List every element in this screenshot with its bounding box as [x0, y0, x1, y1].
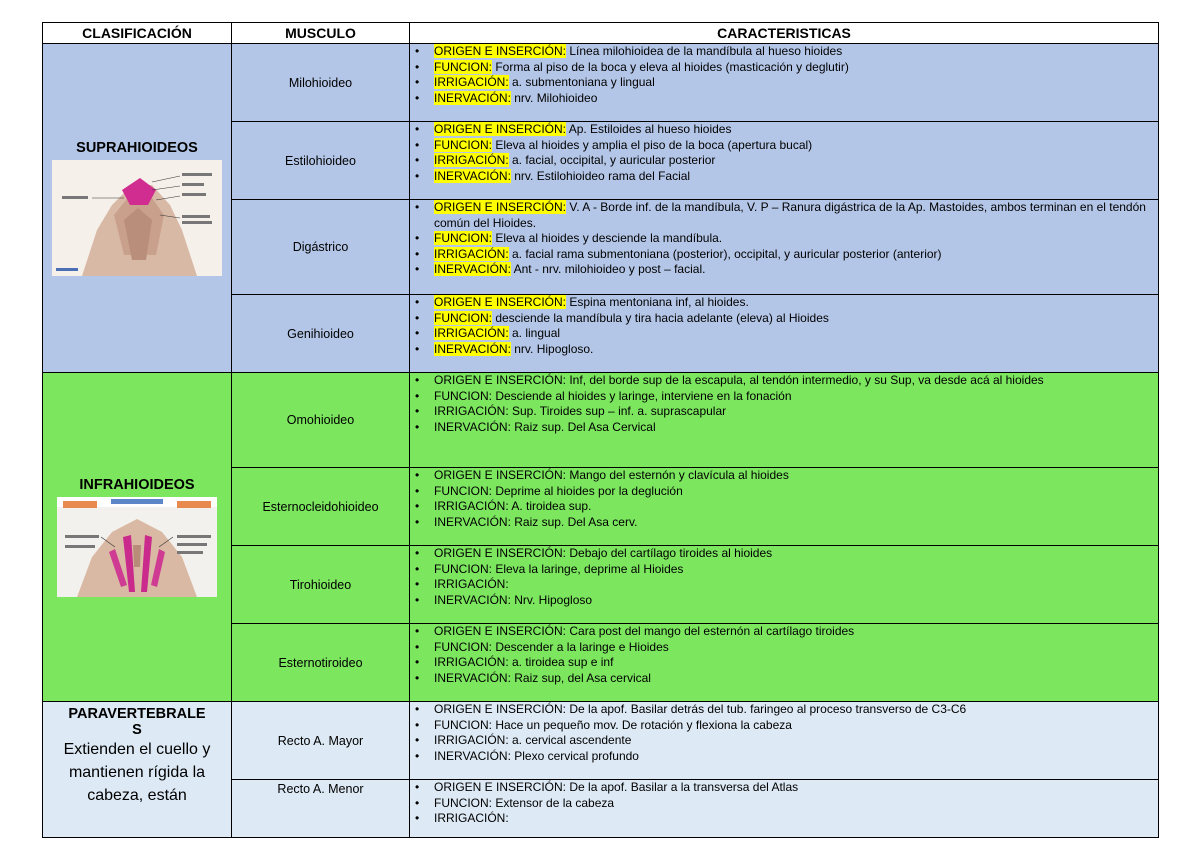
list-item — [434, 138, 1154, 154]
list-item — [434, 420, 1154, 436]
origen-text: Ap. Estiloides al hueso hioides — [566, 122, 732, 136]
list-item — [434, 75, 1154, 91]
group-name-line1: PARAVERTEBRALE — [68, 706, 206, 722]
origen-text: ORIGEN E INSERCIÓN: Debajo del cartílago tiroides al hioides — [434, 546, 773, 560]
list-item — [434, 389, 1154, 405]
list-item — [434, 169, 1154, 185]
list-item — [434, 231, 1154, 247]
list-item — [434, 342, 1154, 358]
muscle-characteristics — [410, 546, 1159, 624]
list-item — [434, 718, 1154, 734]
list-item — [434, 326, 1154, 342]
list-item — [434, 484, 1154, 500]
label-inervacion: INERVACIÓN: — [434, 262, 511, 277]
group-suprahioideos — [43, 44, 232, 373]
list-item — [434, 468, 1154, 484]
irrigacion-text: a. facial, occipital, y auricular posterior — [508, 153, 716, 168]
list-item — [434, 295, 1154, 311]
group-paravertebrales — [43, 702, 232, 838]
muscle-characteristics — [410, 200, 1159, 295]
list-item — [434, 499, 1154, 515]
label-origen: ORIGEN E INSERCIÓN: — [434, 295, 567, 309]
origen-text: Espina mentoniana inf, al hioides. — [566, 295, 749, 309]
table-row — [43, 702, 1159, 780]
group-name: INFRAHIOIDEOS — [79, 477, 195, 493]
origen-text: ORIGEN E INSERCIÓN: Inf, del borde sup de la escapula, al tendón intermedio, y su Sup, va desde acá al hioides — [434, 373, 1044, 387]
label-origen: ORIGEN E INSERCIÓN: — [434, 44, 567, 58]
header-row — [43, 23, 1159, 44]
funcion-text: FUNCION: Extensor de la cabeza — [434, 795, 615, 810]
muscle-name: Tirohioideo — [232, 546, 410, 624]
list-item — [434, 44, 1154, 60]
label-inervacion: INERVACIÓN: — [434, 168, 511, 183]
muscle-characteristics — [410, 468, 1159, 546]
irrigacion-text: IRRIGACIÓN: — [434, 811, 509, 826]
table-row — [43, 373, 1159, 468]
label-inervacion: INERVACIÓN: — [434, 341, 511, 356]
inervacion-text: INERVACIÓN: Raiz sup, del Asa cervical — [434, 670, 651, 685]
list-item — [434, 515, 1154, 531]
label-irrigacion: IRRIGACIÓN: — [434, 153, 509, 168]
funcion-text: FUNCION: Descender a la laringe e Hioides — [434, 639, 669, 654]
muscle-characteristics — [410, 122, 1159, 200]
list-item — [434, 122, 1154, 138]
list-item — [434, 702, 1154, 718]
funcion-text: desciende la mandíbula y tira hacia adelante (eleva) al Hioides — [492, 310, 829, 325]
list-item — [434, 200, 1154, 231]
inervacion-text: nrv. Estilohioideo rama del Facial — [510, 168, 691, 183]
list-item — [434, 733, 1154, 749]
funcion-text: FUNCION: Desciende al hioides y laringe, interviene en la fonación — [434, 388, 792, 403]
list-item — [434, 562, 1154, 578]
inervacion-text: nrv. Milohioideo — [510, 90, 598, 105]
muscle-characteristics — [410, 702, 1159, 780]
list-item — [434, 60, 1154, 76]
irrigacion-text: IRRIGACIÓN: a. cervical ascendente — [434, 733, 632, 748]
header-clasificacion: CLASIFICACIÓN — [43, 23, 232, 44]
label-funcion: FUNCION: — [434, 231, 492, 246]
inervacion-text: INERVACIÓN: Raiz sup. Del Asa Cervical — [434, 419, 656, 434]
muscle-table — [42, 22, 1159, 838]
muscle-name: Genihioideo — [232, 295, 410, 373]
muscle-name: Digástrico — [232, 200, 410, 295]
muscle-name: Estilohioideo — [232, 122, 410, 200]
list-item — [434, 91, 1154, 107]
label-irrigacion: IRRIGACIÓN: — [434, 326, 509, 341]
list-item — [434, 153, 1154, 169]
inervacion-text: Ant - nrv. milohioideo y post – facial. — [510, 262, 706, 277]
muscle-name: Esternocleidohioideo — [232, 468, 410, 546]
list-item — [434, 780, 1154, 796]
muscle-characteristics — [410, 44, 1159, 122]
muscle-name: Recto A. Mayor — [232, 702, 410, 780]
label-inervacion: INERVACIÓN: — [434, 90, 511, 105]
irrigacion-text: IRRIGACIÓN: — [434, 577, 509, 592]
list-item — [434, 811, 1154, 827]
funcion-text: Forma al piso de la boca y eleva al hioides (masticación y deglutir) — [492, 59, 849, 74]
funcion-text: Eleva al hioides y amplia el piso de la boca (apertura bucal) — [492, 137, 813, 152]
irrigacion-text: IRRIGACIÓN: A. tiroidea sup. — [434, 499, 592, 514]
inervacion-text: nrv. Hipogloso. — [510, 341, 594, 356]
irrigacion-text: IRRIGACIÓN: Sup. Tiroides sup – inf. a. suprascapular — [434, 404, 727, 419]
list-item — [434, 311, 1154, 327]
funcion-text: Eleva al hioides y desciende la mandíbula. — [492, 231, 723, 246]
group-name: SUPRAHIOIDEOS — [76, 140, 198, 156]
irrigacion-text: a. submentoniana y lingual — [508, 75, 655, 90]
label-irrigacion: IRRIGACIÓN: — [434, 246, 509, 261]
muscle-characteristics — [410, 295, 1159, 373]
origen-text: Línea milohioidea de la mandíbula al hueso hioides — [566, 44, 843, 58]
muscle-characteristics — [410, 780, 1159, 838]
inervacion-text: INERVACIÓN: Raiz sup. Del Asa cerv. — [434, 514, 638, 529]
muscle-name: Milohioideo — [232, 44, 410, 122]
table-row — [43, 44, 1159, 122]
group-name — [43, 706, 231, 738]
list-item — [434, 262, 1154, 278]
irrigacion-text: a. lingual — [508, 326, 561, 341]
origen-text: ORIGEN E INSERCIÓN: Mango del esternón y clavícula al hioides — [434, 468, 789, 482]
list-item — [434, 577, 1154, 593]
header-caracteristicas: CARACTERISTICAS — [410, 23, 1159, 44]
list-item — [434, 593, 1154, 609]
muscle-name: Esternotiroideo — [232, 624, 410, 702]
header-musculo: MUSCULO — [232, 23, 410, 44]
origen-text: V. A - Borde inf. de la mandíbula, V. P – Ranura digástrica de la Ap. Mastoides, ambos terminan en el tendón común del Hioides. — [434, 200, 1146, 230]
irrigacion-text: IRRIGACIÓN: a. tiroidea sup e inf — [434, 655, 614, 670]
list-item — [434, 655, 1154, 671]
list-item — [434, 404, 1154, 420]
muscle-name: Recto A. Menor — [232, 780, 410, 838]
origen-text: ORIGEN E INSERCIÓN: De la apof. Basilar detrás del tub. faringeo al proceso transverso de C3-C6 — [434, 702, 967, 716]
funcion-text: FUNCION: Hace un pequeño mov. De rotación y flexiona la cabeza — [434, 717, 792, 732]
muscle-characteristics — [410, 624, 1159, 702]
group-description: Extienden el cuello y mantienen rígida la cabeza, están — [63, 741, 211, 804]
origen-text: ORIGEN E INSERCIÓN: De la apof. Basilar a la transversa del Atlas — [434, 780, 799, 794]
label-origen: ORIGEN E INSERCIÓN: — [434, 122, 567, 136]
neck-anatomy-image — [57, 497, 217, 597]
funcion-text: FUNCION: Eleva la laringe, deprime al Hioides — [434, 561, 684, 576]
group-name-line2: S — [132, 722, 142, 738]
list-item — [434, 671, 1154, 687]
list-item — [434, 546, 1154, 562]
label-origen: ORIGEN E INSERCIÓN: — [434, 200, 567, 214]
label-funcion: FUNCION: — [434, 137, 492, 152]
list-item — [434, 749, 1154, 765]
neck-anatomy-image — [52, 160, 222, 276]
label-funcion: FUNCION: — [434, 310, 492, 325]
list-item — [434, 796, 1154, 812]
origen-text: ORIGEN E INSERCIÓN: Cara post del mango del esternón al cartílago tiroides — [434, 624, 855, 638]
group-infrahioideos — [43, 373, 232, 702]
list-item — [434, 624, 1154, 640]
muscle-name: Omohioideo — [232, 373, 410, 468]
list-item — [434, 373, 1154, 389]
list-item — [434, 247, 1154, 263]
irrigacion-text: a. facial rama submentoniana (posterior), occipital, y auricular posterior (anterior) — [508, 246, 942, 261]
inervacion-text: INERVACIÓN: Plexo cervical profundo — [434, 748, 639, 763]
inervacion-text: INERVACIÓN: Nrv. Hipogloso — [434, 592, 593, 607]
funcion-text: FUNCION: Deprime al hioides por la deglución — [434, 483, 683, 498]
list-item — [434, 640, 1154, 656]
label-funcion: FUNCION: — [434, 59, 492, 74]
muscle-characteristics — [410, 373, 1159, 468]
label-irrigacion: IRRIGACIÓN: — [434, 75, 509, 90]
